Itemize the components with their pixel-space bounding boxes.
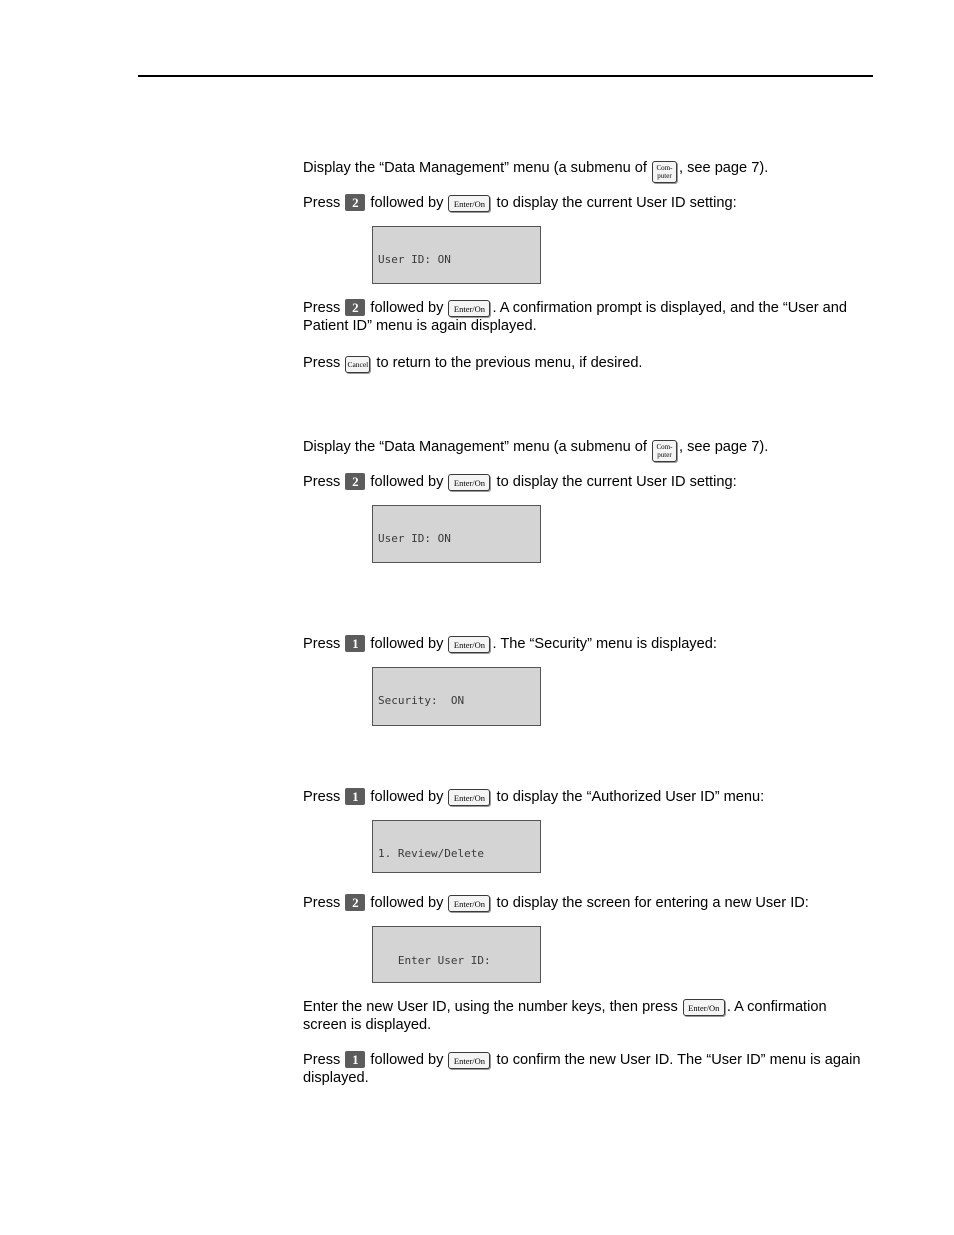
- number-key-1-icon: 1: [345, 788, 365, 805]
- lcd-line: User ID: ON: [378, 532, 451, 546]
- lcd-line: 1. Review/Delete: [378, 847, 484, 861]
- enter-on-key-icon: Enter/On: [448, 895, 490, 912]
- step-press-2-confirm: Press 2 followed by Enter/On . A confirmation prompt is displayed, and the “User and Patient ID” menu is again displayed.: [303, 300, 847, 334]
- computer-key-icon: Com-puter: [652, 161, 677, 183]
- step-press-cancel: Press Cancel to return to the previous menu, if desired.: [303, 355, 643, 371]
- number-key-2-icon: 2: [345, 194, 365, 211]
- step-enter-new-user-id: Enter the new User ID, using the number keys, then press Enter/On . A confirmation screen is displayed.: [303, 999, 827, 1033]
- lcd-authorized-user-menu: [372, 820, 541, 873]
- lcd-line: Security: ON: [378, 694, 465, 708]
- enter-on-key-icon: Enter/On: [448, 474, 490, 491]
- step-press-2: Press 2 followed by Enter/On to display the current User ID setting:: [303, 474, 737, 490]
- enter-on-key-icon: Enter/On: [448, 636, 490, 653]
- number-key-2-icon: 2: [345, 299, 365, 316]
- computer-key-icon: Com-puter: [652, 440, 677, 462]
- enter-on-key-icon: Enter/On: [448, 300, 490, 317]
- lcd-line: User ID: ON: [378, 253, 451, 267]
- step-press-2: Press 2 followed by Enter/On to display the current User ID setting:: [303, 195, 737, 211]
- lcd-enter-user-id-screen: [372, 926, 541, 983]
- enter-on-key-icon: Enter/On: [448, 789, 490, 806]
- lcd-user-id-screen: [372, 505, 541, 563]
- enter-on-key-icon: Enter/On: [448, 1052, 490, 1069]
- enter-on-key-icon: Enter/On: [448, 195, 490, 212]
- step-display-data-management: Display the “Data Management” menu (a submenu of Com-puter , see page 7).: [303, 160, 863, 183]
- number-key-1-icon: 1: [345, 635, 365, 652]
- enter-on-key-icon: Enter/On: [683, 999, 725, 1016]
- step-display-data-management: Display the “Data Management” menu (a submenu of Com-puter , see page 7).: [303, 439, 863, 462]
- cancel-key-icon: Cancel: [345, 356, 370, 373]
- step-press-1-security: Press 1 followed by Enter/On . The “Security” menu is displayed:: [303, 636, 717, 652]
- header-rule: [138, 75, 873, 77]
- lcd-security-screen: [372, 667, 541, 726]
- number-key-1-icon: 1: [345, 1051, 365, 1068]
- step-press-2-add-user: Press 2 followed by Enter/On to display the screen for entering a new User ID:: [303, 895, 809, 911]
- number-key-2-icon: 2: [345, 894, 365, 911]
- lcd-user-id-screen: [372, 226, 541, 284]
- step-press-1-confirm: Press 1 followed by Enter/On to confirm the new User ID. The “User ID” menu is again displayed.: [303, 1052, 861, 1086]
- step-press-1-authorized: Press 1 followed by Enter/On to display the “Authorized User ID” menu:: [303, 789, 765, 805]
- number-key-2-icon: 2: [345, 473, 365, 490]
- lcd-line: Enter User ID:: [378, 954, 491, 968]
